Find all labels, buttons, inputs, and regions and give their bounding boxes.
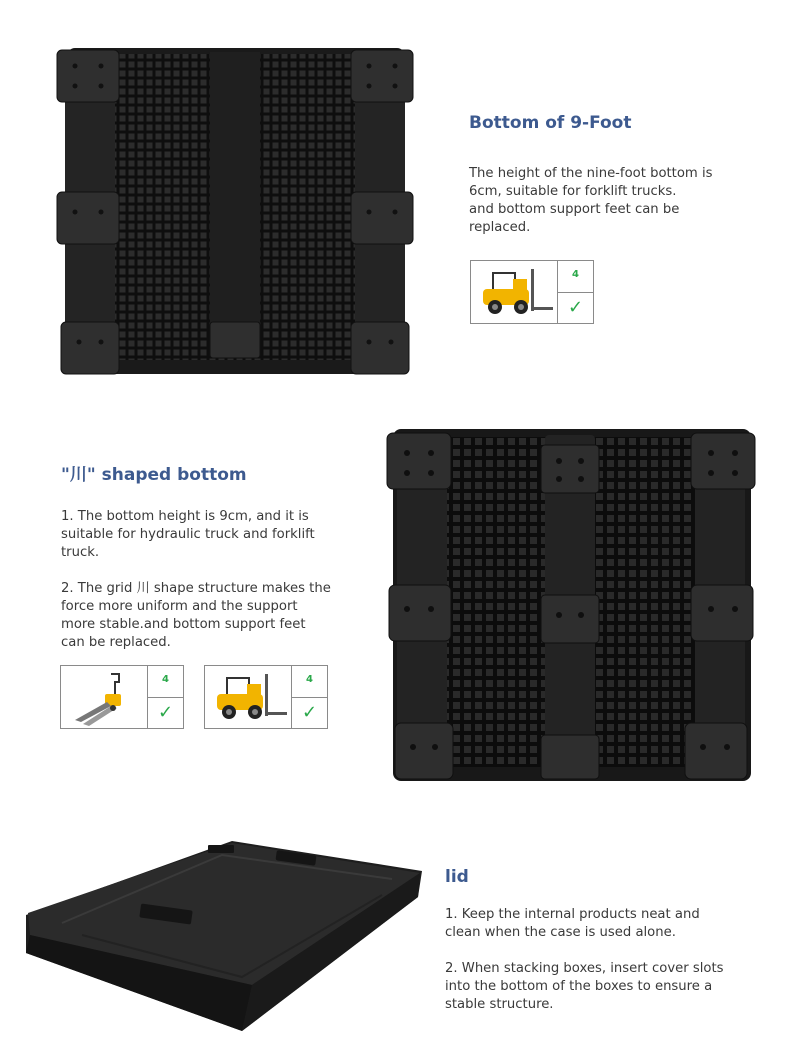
count-label: 4 [558,261,593,293]
forklift-icon [205,666,292,728]
count-label: 4 [148,666,183,698]
section-paragraph: The height of the nine-foot bottom is 6cm, suitable for forklift trucks. and bottom support feet can be replaced. [469,166,713,235]
section-nine-foot [469,113,734,237]
lid-photo [22,835,427,1040]
section-lid [445,867,725,1014]
section-chuan-bottom [61,460,331,652]
pallet-jack-compat-badge [60,665,184,729]
check-icon: ✓ [301,702,318,723]
forklift-icon [471,261,558,323]
check-icon: ✓ [157,702,174,723]
check-icon: ✓ [567,297,584,318]
section-paragraph: 1. Keep the internal products neat and clean when the case is used alone. [445,907,700,940]
section-title: lid [445,867,469,887]
pallet-jack-icon [61,666,148,728]
section-paragraph: 2. When stacking boxes, insert cover slots into the bottom of the boxes to ensure a stable structure. [445,961,724,1012]
section-paragraph: 1. The bottom height is 9cm, and it is suitable for hydraulic truck and forklift truck. [61,509,315,560]
forklift-compat-badge [204,665,328,729]
section-paragraph: 2. The grid 川 shape structure makes the force more uniform and the support more stable.and bottom support feet can be replaced. [61,581,331,650]
forklift-compat-badge [470,260,594,324]
section-title: Bottom of 9-Foot [469,113,632,133]
count-label: 4 [292,666,327,698]
chuan-bottom-photo [385,425,757,785]
nine-foot-bottom-photo [55,42,415,378]
section-title: "川" shaped bottom [61,465,247,485]
